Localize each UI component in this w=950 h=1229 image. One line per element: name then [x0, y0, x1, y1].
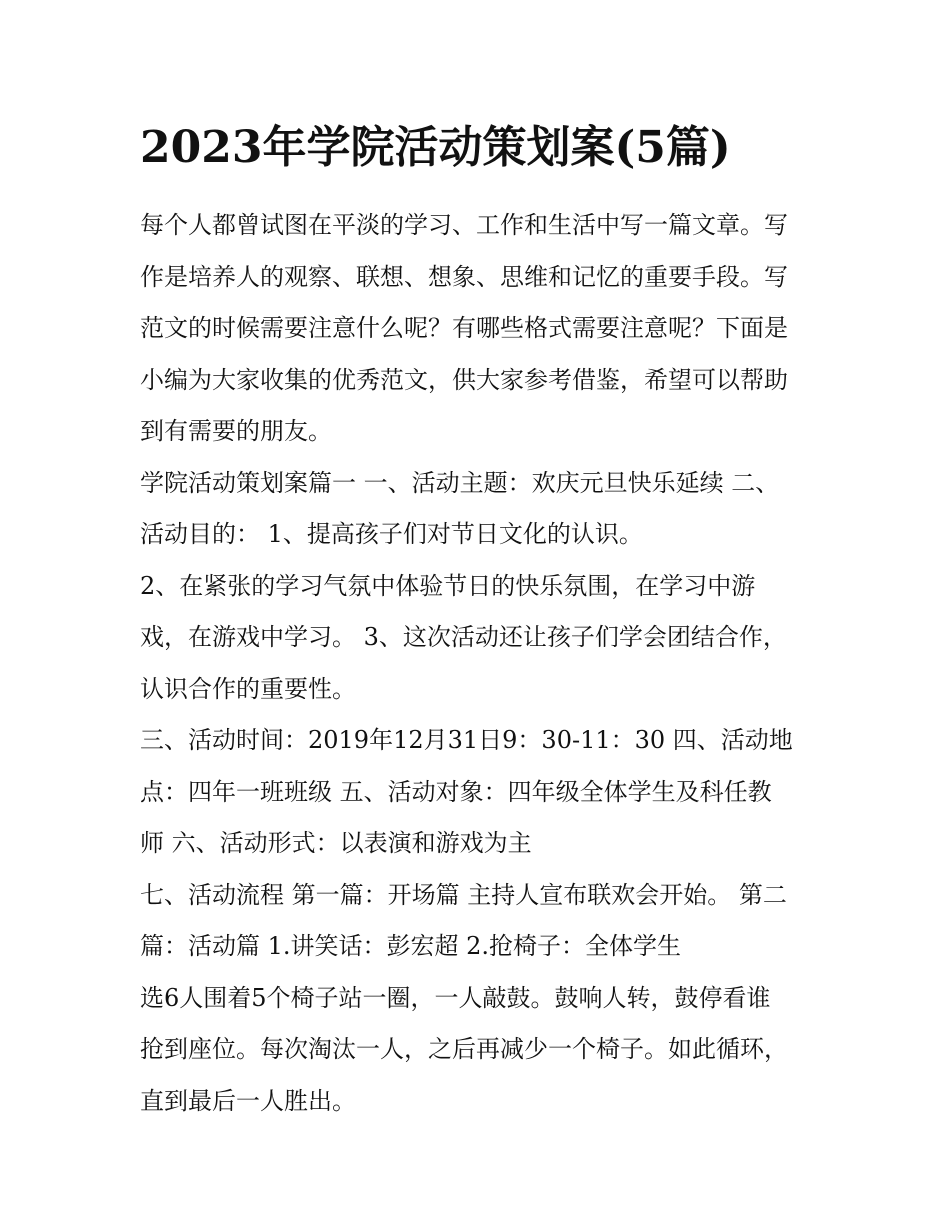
text-line: 师 六、活动形式：以表演和游戏为主 — [140, 829, 532, 857]
activity-time-paragraph — [140, 715, 820, 870]
game-rules-paragraph — [140, 973, 820, 1128]
text-line: 戏，在游戏中学习。 3、这次活动还让孩子们学会团结合作， — [140, 623, 787, 651]
text-line: 七、活动流程 第一篇：开场篇 主持人宣布联欢会开始。 第二 — [140, 880, 787, 909]
text-line: 到有需要的朋友。 — [140, 417, 332, 445]
text-line: 学院活动策划案篇一 一、活动主题：欢庆元旦快乐延续 二、 — [140, 468, 780, 497]
activity-flow-paragraph — [140, 870, 820, 973]
text-line: 活动目的： 1、提高孩子们对节日文化的认识。 — [140, 520, 643, 548]
activity-goal-paragraph — [140, 561, 820, 716]
text-line: 点：四年一班班级 五、活动对象：四年级全体学生及科任教 — [140, 777, 772, 806]
text-line: 选6人围着5个椅子站一圈，一人敲鼓。鼓响人转，鼓停看谁 — [140, 983, 771, 1012]
text-line: 三、活动时间：2019年12月31日9：30-11：30 四、活动地 — [140, 726, 793, 754]
text-line: 篇：活动篇 1.讲笑话：彭宏超 2.抢椅子：全体学生 — [140, 932, 682, 960]
document-body — [140, 200, 820, 1127]
document-title: 2023年学院活动策划案(5篇) — [140, 122, 731, 173]
text-line: 小编为大家收集的优秀范文，供大家参考借鉴，希望可以帮助 — [140, 365, 788, 394]
text-line: 抢到座位。每次淘汰一人，之后再减少一个椅子。如此循环， — [140, 1035, 788, 1063]
intro-paragraph — [140, 200, 820, 458]
text-line: 范文的时候需要注意什么呢？有哪些格式需要注意呢？下面是 — [140, 314, 788, 342]
text-line: 2、在紧张的学习气氛中体验节日的快乐氛围，在学习中游 — [140, 571, 756, 600]
text-line: 每个人都曾试图在平淡的学习、工作和生活中写一篇文章。写 — [140, 211, 788, 239]
text-line: 直到最后一人胜出。 — [140, 1086, 356, 1115]
activity-theme-paragraph — [140, 458, 820, 561]
text-line: 认识合作的重要性。 — [140, 674, 356, 703]
text-line: 作是培养人的观察、联想、想象、思维和记忆的重要手段。写 — [140, 262, 788, 291]
